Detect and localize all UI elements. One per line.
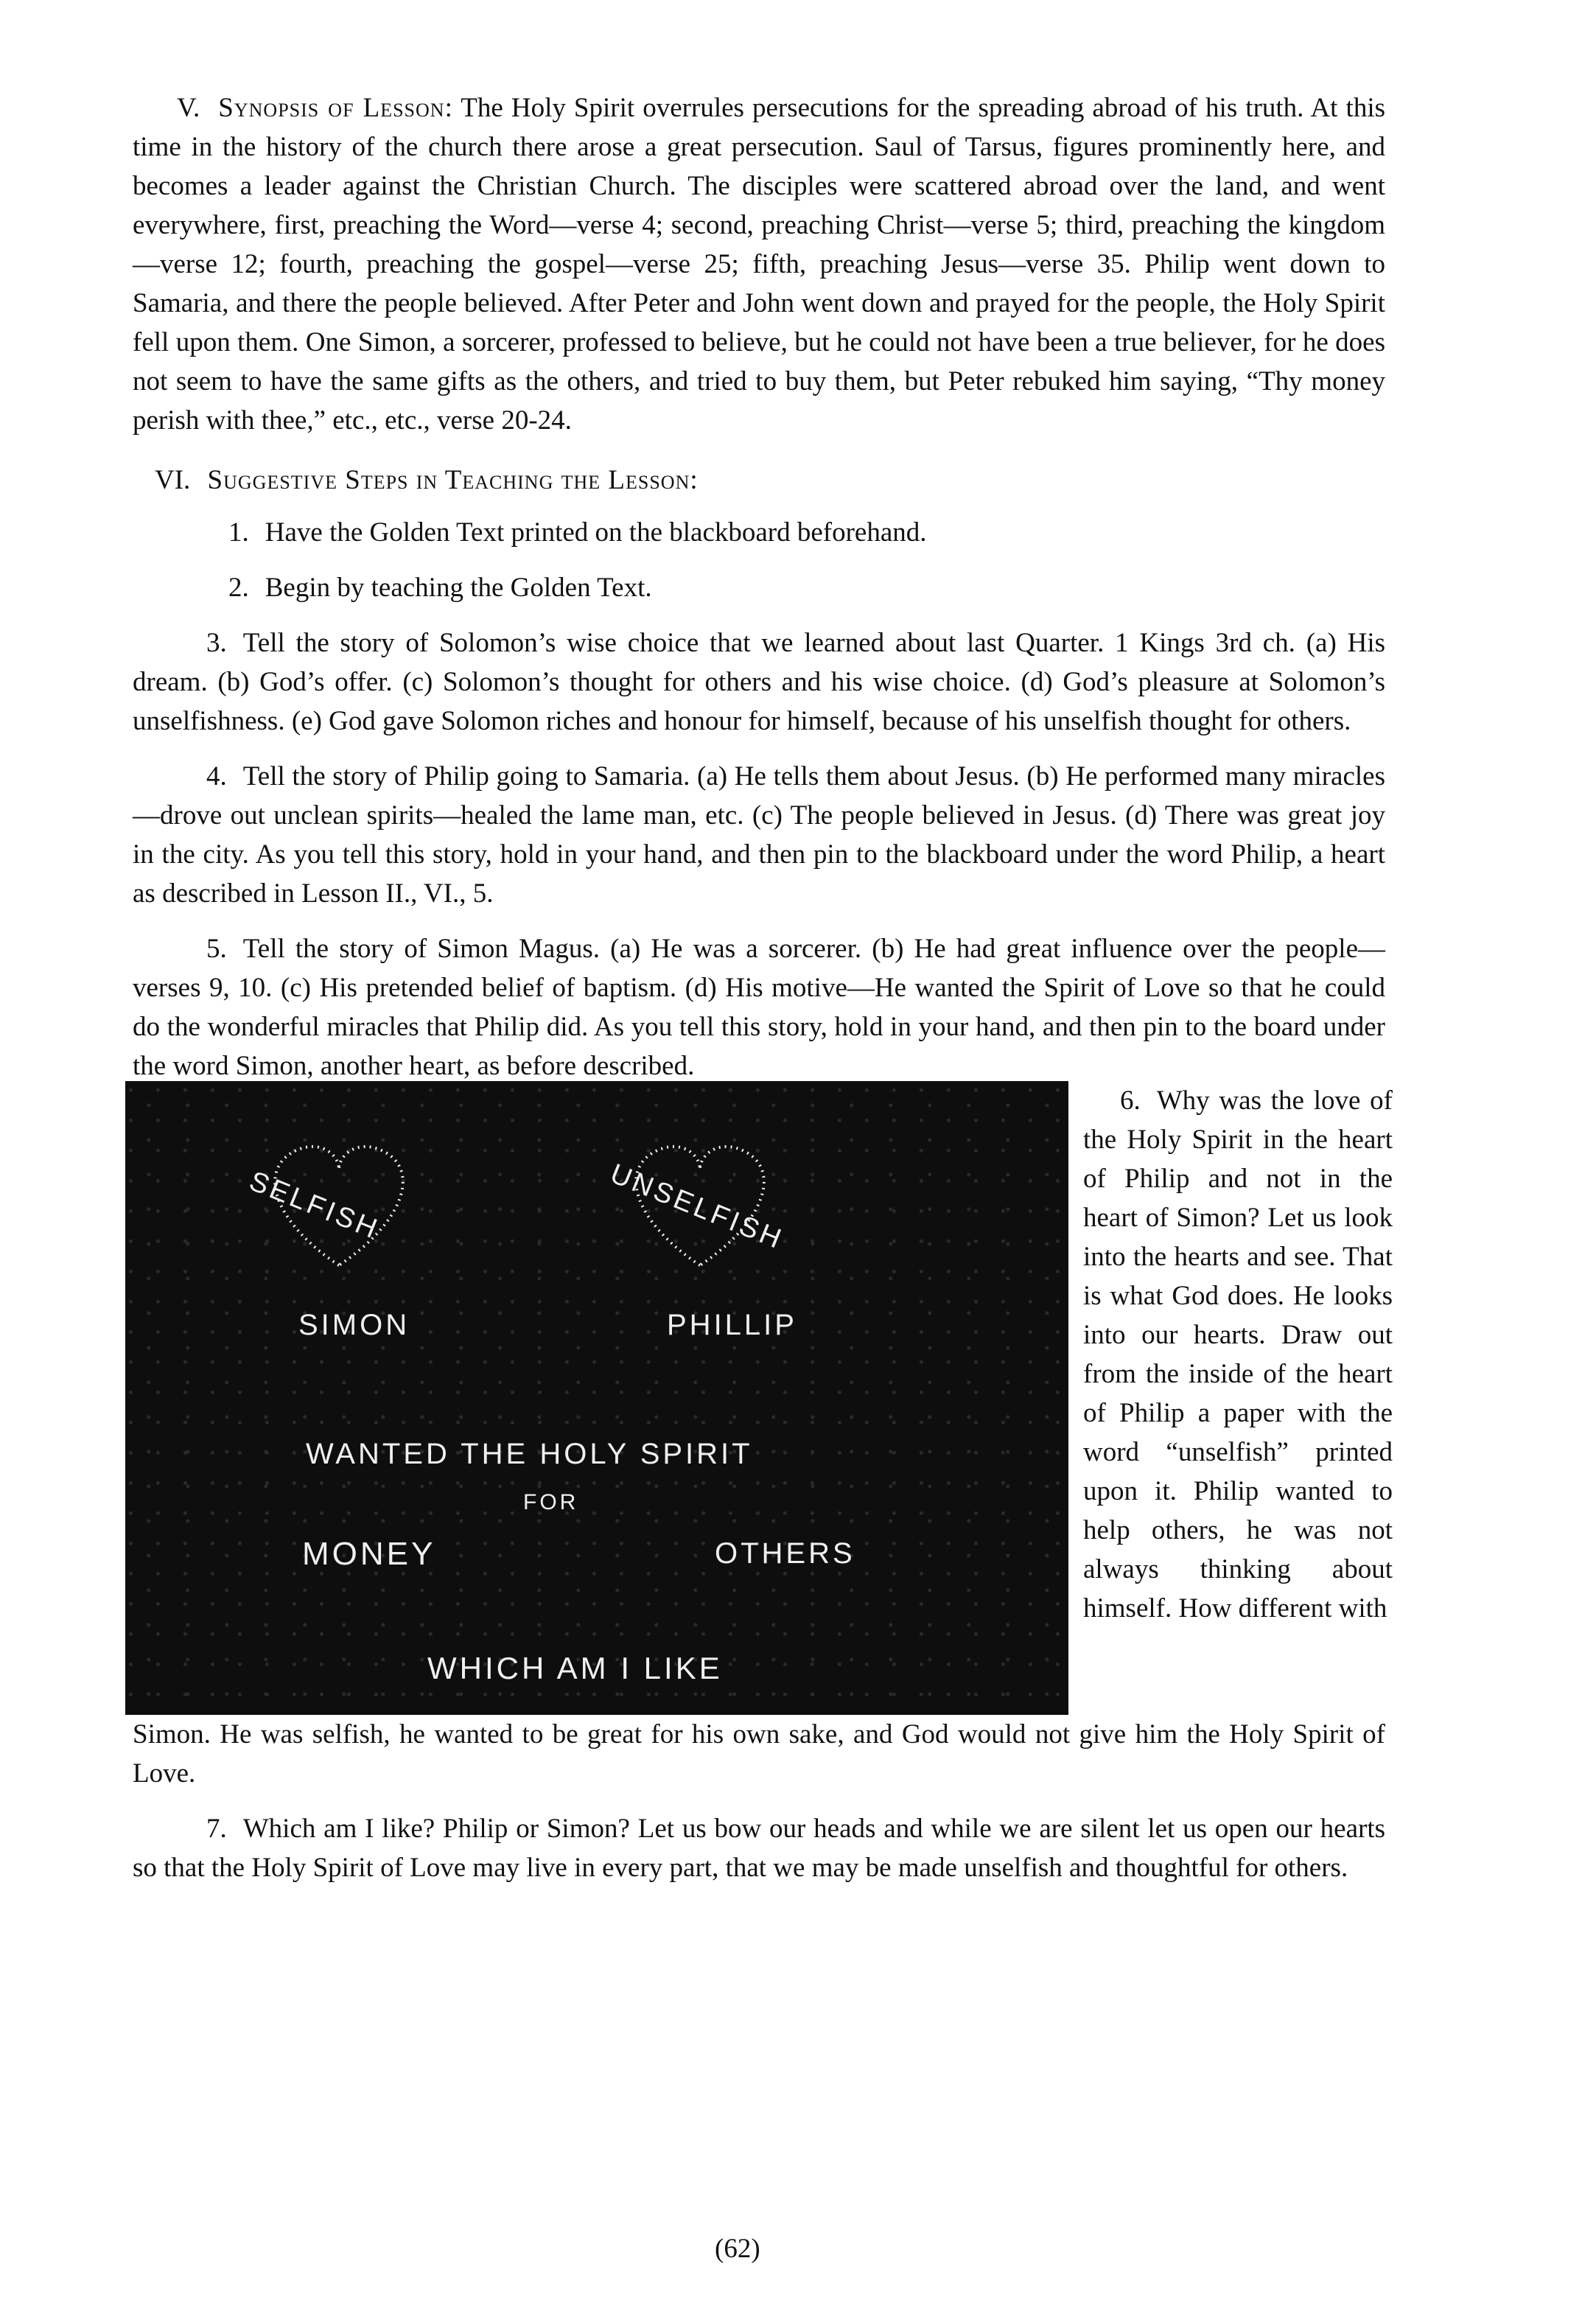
step-7	[133, 1809, 1385, 1887]
step-number: 5.	[206, 934, 227, 964]
section-5	[133, 88, 1385, 440]
blackboard-illustration	[125, 1081, 1068, 1715]
step-text: Which am I like? Philip or Simon? Let us bow our heads and while we are silent let us open our hearts so that the Holy Spirit of Love may live in every part, that we may be made unselfish and thoughtful for others.	[133, 1814, 1385, 1883]
blackboard-word-others: OTHERS	[715, 1537, 855, 1570]
heart-left-word: SELFISH	[245, 1165, 384, 1246]
blackboard-word-money: MONEY	[302, 1536, 436, 1572]
step-text: Tell the story of Solomon’s wise choice that we learned about last Quarter. 1 Kings 3rd ch. (a) His dream. (b) God’s offer. (c) Solomon’s thought for others and his wise choice. (d) God’s pleasure at Solomon’s unselfishness. (e) God gave Solomon riches and honour for himself, because of his unselfish thought for others.	[133, 628, 1385, 736]
step-6-number: 6.	[1120, 1086, 1141, 1116]
step-4	[133, 757, 1385, 913]
step-text: Have the Golden Text printed on the blackboard beforehand.	[265, 517, 927, 548]
blackboard-line-which: WHICH AM I LIKE	[427, 1651, 723, 1685]
step-number: 7.	[206, 1814, 227, 1844]
step-6-side-text: Why was the love of the Holy Spirit in the heart of Philip and not in the heart of Simon? Let us look into the hearts and see. That is what God does. He looks into our hearts. Draw out from the inside of the heart of Philip a paper with the word “unselfish” printed upon it. Philip wanted to help others, he was not always thinking about himself. How different with	[1083, 1086, 1393, 1623]
blackboard-section	[133, 1081, 1393, 1715]
step-text: Begin by teaching the Golden Text.	[265, 573, 652, 603]
steps-list	[228, 513, 1385, 607]
blackboard-line-wanted: WANTED THE HOLY SPIRIT	[306, 1438, 753, 1470]
section-6-heading: Suggestive Steps in Teaching the Lesson:	[207, 465, 699, 495]
step-number: 4.	[206, 761, 227, 791]
step-3	[133, 623, 1385, 741]
step-number: 2.	[228, 573, 249, 603]
section-6-number: VI.	[155, 465, 191, 495]
step-text: Tell the story of Philip going to Samaria. (a) He tells them about Jesus. (b) He performed many miracles—drove out unclean spirits—healed the lame man, etc. (c) The people believed in Jesus. (d) There was great joy in the city. As you tell this story, hold in your hand, and then pin to the blackboard under the word Philip, a heart as described in Lesson II., VI., 5.	[133, 761, 1385, 909]
blackboard-line-for: FOR	[523, 1490, 579, 1514]
step-number: 3.	[206, 628, 227, 658]
step-1	[228, 513, 1385, 552]
section-6-heading-line	[155, 461, 1385, 500]
section-5-text: The Holy Spirit overrules persecutions for the spreading abroad of his truth. At this time in the history of the church there arose a great persecution. Saul of Tarsus, figures prominently here, and becomes a leader against the Christian Church. The disciples were scattered abroad over the land, and went everywhere, first, preaching the Word—verse 4; second, preaching Christ—verse 5; third, preaching the kingdom—verse 12; fourth, preaching the gospel—verse 25; fifth, preaching Jesus—verse 35. Philip went down to Samaria, and there the people believed. After Peter and John went down and prayed for the people, the Holy Spirit fell upon them. One Simon, a sorcerer, professed to believe, but he could not have been a true believer, for he does not seem to have the same gifts as the others, and tried to buy them, but Peter rebuked him saying, “Thy money perish with thee,” etc., etc., verse 20-24.	[133, 93, 1385, 436]
step-text: Tell the story of Simon Magus. (a) He was a sorcerer. (b) He had great influence over the people—verses 9, 10. (c) His pretended belief of baptism. (d) His motive—He wanted the Spirit of Love so that he could do the wonderful miracles that Philip did. As you tell this story, hold in your hand, and then pin to the board under the word Simon, another heart, as before described.	[133, 934, 1385, 1081]
blackboard-name-phillip: PHILLIP	[667, 1309, 797, 1341]
page-number: (62)	[715, 2234, 760, 2264]
blackboard-name-simon: SIMON	[298, 1309, 410, 1341]
step-6-side	[1083, 1081, 1393, 1628]
section-5-heading: Synopsis of Lesson:	[218, 93, 453, 123]
heart-right-word: UNSELFISH	[606, 1158, 788, 1256]
section-5-number: V.	[177, 93, 200, 123]
step-2	[228, 568, 1385, 607]
step-5	[133, 929, 1385, 1086]
page-body	[133, 88, 1393, 1904]
step-number: 1.	[228, 517, 249, 548]
step-6-continuation: Simon. He was selfish, he wanted to be great for his own sake, and God would not give him the Holy Spirit of Love.	[133, 1719, 1385, 1789]
